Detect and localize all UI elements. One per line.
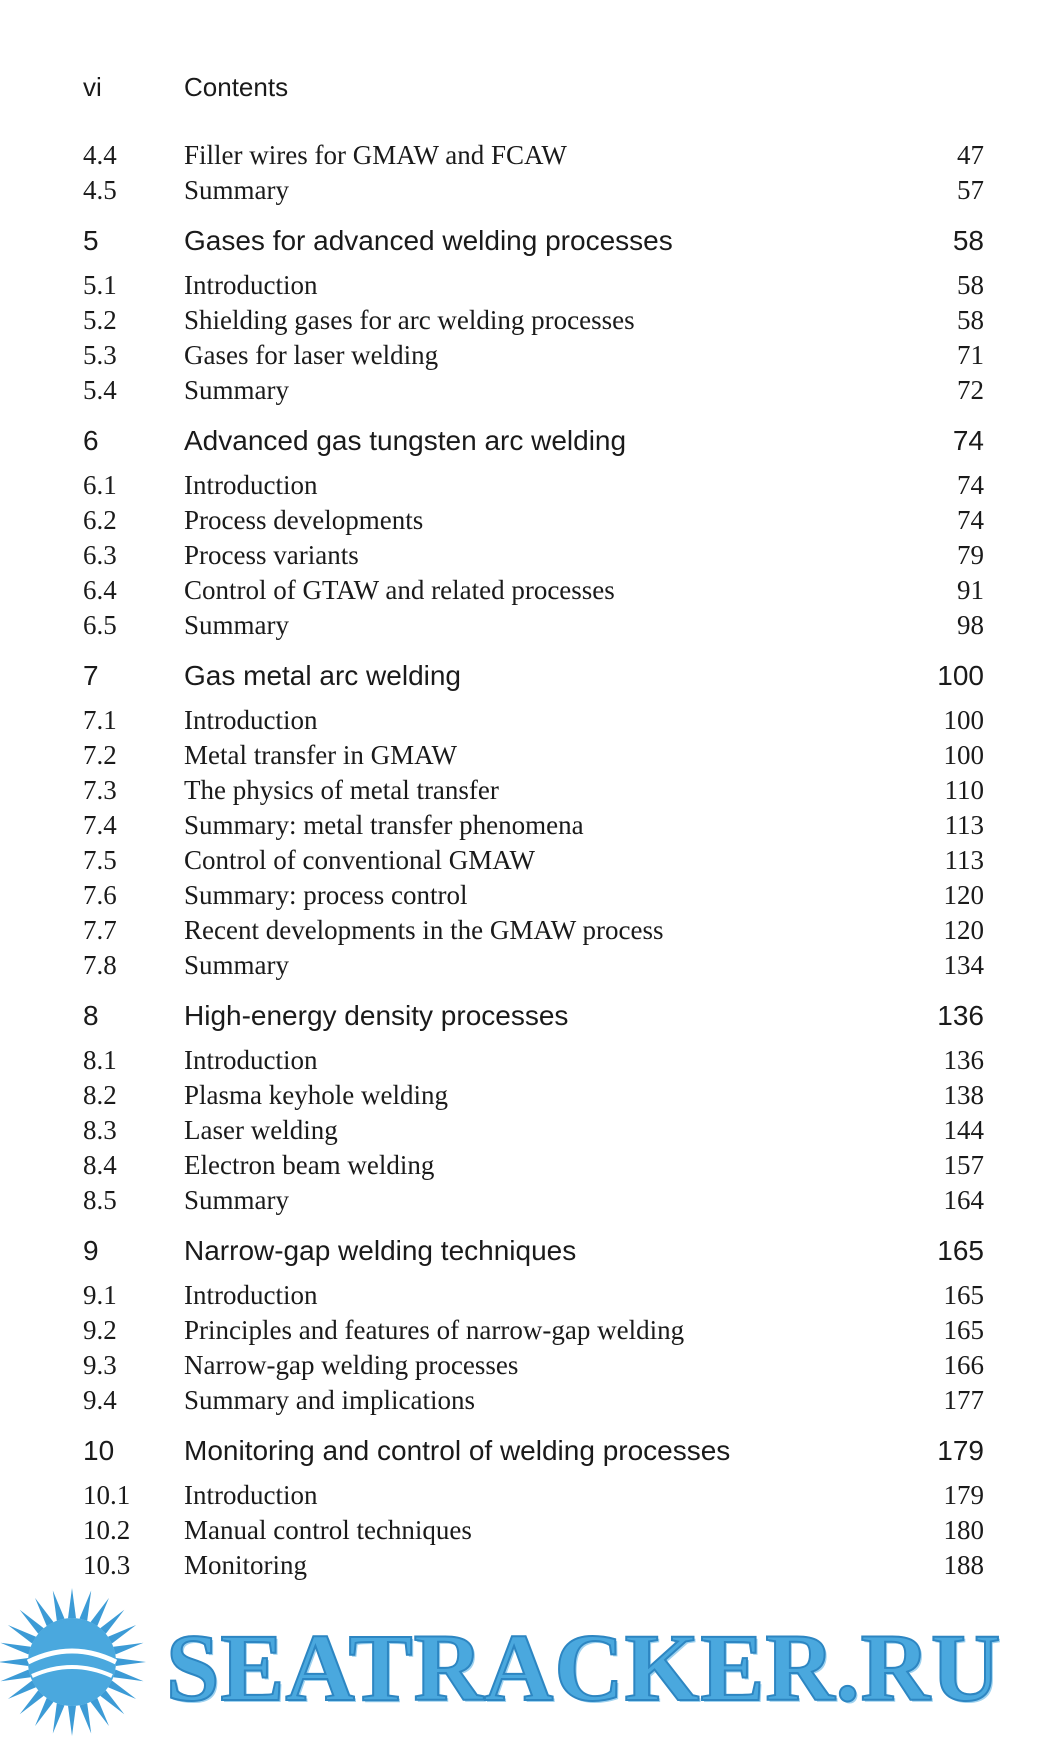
toc-section-row [0, 540, 1063, 575]
toc-entry-title: Introduction [184, 1480, 318, 1510]
toc-section-row [0, 1185, 1063, 1220]
toc-section-row [0, 845, 1063, 880]
toc-entry-title: Gas metal arc welding [184, 660, 462, 691]
toc-entry-page: 165 [943, 1315, 984, 1345]
toc-entry-number: 8.5 [83, 1185, 117, 1215]
toc-entry-title: Summary [184, 950, 289, 980]
toc-entry-title: Summary [184, 1185, 289, 1215]
toc-chapter-row [0, 1435, 1063, 1480]
toc-entry-number: 10.3 [83, 1550, 131, 1580]
toc-entry-title: Process developments [184, 505, 424, 535]
toc-entry-page: 57 [957, 175, 984, 205]
toc-entry-page: 71 [957, 340, 984, 370]
toc-section-row [0, 505, 1063, 540]
toc-entry-page: 179 [937, 1435, 984, 1466]
toc-entry-number: 6.1 [83, 470, 117, 500]
toc-entry-title: Electron beam welding [184, 1150, 435, 1180]
toc-entry-title: Principles and features of narrow-gap welding [184, 1315, 685, 1345]
watermark [0, 1580, 1063, 1741]
toc-entry-page: 188 [943, 1550, 984, 1580]
toc-section-row [0, 375, 1063, 410]
toc-entry-page: 134 [943, 950, 984, 980]
toc-entry-page: 58 [957, 305, 984, 335]
toc-entry-number: 10.2 [83, 1515, 131, 1545]
toc-section-row [0, 610, 1063, 645]
watermark-text: SEATRACKER.RU [166, 1614, 1002, 1721]
toc-section-row [0, 950, 1063, 985]
toc-entry-page: 120 [943, 880, 984, 910]
toc-entry-number: 7.2 [83, 740, 117, 770]
toc-entry-number: 9.3 [83, 1350, 117, 1380]
toc-entry-page: 136 [937, 1000, 984, 1031]
page-title: Contents [184, 72, 289, 102]
toc-entry-page: 165 [937, 1235, 984, 1266]
toc-section-row [0, 775, 1063, 810]
toc-entry-title: Summary [184, 375, 289, 405]
table-of-contents [0, 140, 1063, 1585]
toc-section-row [0, 740, 1063, 775]
toc-section-row [0, 1280, 1063, 1315]
toc-entry-title: Introduction [184, 705, 318, 735]
toc-entry-page: 120 [943, 915, 984, 945]
toc-entry-page: 177 [943, 1385, 984, 1415]
toc-entry-title: Gases for laser welding [184, 340, 439, 370]
toc-entry-number: 5.4 [83, 375, 117, 405]
toc-entry-number: 6.2 [83, 505, 117, 535]
toc-entry-title: Summary [184, 175, 289, 205]
toc-entry-page: 136 [943, 1045, 984, 1075]
toc-entry-page: 100 [943, 740, 984, 770]
sunburst-icon [0, 1580, 160, 1741]
toc-section-row [0, 175, 1063, 210]
toc-section-row [0, 270, 1063, 305]
toc-entry-number: 5.2 [83, 305, 117, 335]
toc-entry-page: 100 [943, 705, 984, 735]
toc-chapter-row [0, 1000, 1063, 1045]
toc-entry-title: Introduction [184, 1280, 318, 1310]
toc-section-row [0, 705, 1063, 740]
toc-entry-title: Laser welding [184, 1115, 338, 1145]
toc-section-row [0, 1385, 1063, 1420]
toc-entry-title: Shielding gases for arc welding processes [184, 305, 635, 335]
toc-entry-title: Metal transfer in GMAW [184, 740, 458, 770]
toc-entry-title: Control of conventional GMAW [184, 845, 536, 875]
toc-entry-page: 138 [943, 1080, 984, 1110]
toc-entry-page: 58 [957, 270, 984, 300]
page-number: vi [83, 72, 102, 102]
toc-entry-number: 6.3 [83, 540, 117, 570]
toc-entry-number: 7.7 [83, 915, 117, 945]
toc-entry-number: 5.3 [83, 340, 117, 370]
toc-section-row [0, 1515, 1063, 1550]
toc-section-row [0, 810, 1063, 845]
toc-entry-page: 113 [944, 810, 984, 840]
toc-entry-number: 9.4 [83, 1385, 117, 1415]
toc-entry-page: 74 [957, 505, 984, 535]
toc-entry-number: 6.5 [83, 610, 117, 640]
toc-section-row [0, 305, 1063, 340]
toc-entry-number: 6 [83, 425, 99, 456]
toc-entry-number: 8 [83, 1000, 99, 1031]
toc-section-row [0, 140, 1063, 175]
toc-chapter-row [0, 425, 1063, 470]
toc-entry-number: 8.1 [83, 1045, 117, 1075]
toc-entry-page: 164 [943, 1185, 984, 1215]
toc-entry-page: 110 [944, 775, 984, 805]
toc-entry-number: 7.8 [83, 950, 117, 980]
toc-entry-number: 10.1 [83, 1480, 131, 1510]
toc-entry-title: Introduction [184, 270, 318, 300]
toc-section-row [0, 575, 1063, 610]
toc-entry-page: 180 [943, 1515, 984, 1545]
toc-entry-number: 10 [83, 1435, 115, 1466]
toc-entry-number: 9.2 [83, 1315, 117, 1345]
toc-entry-number: 8.3 [83, 1115, 117, 1145]
toc-entry-number: 8.2 [83, 1080, 117, 1110]
toc-entry-number: 7.5 [83, 845, 117, 875]
toc-entry-title: Summary and implications [184, 1385, 475, 1415]
toc-section-row [0, 470, 1063, 505]
toc-entry-page: 113 [944, 845, 984, 875]
toc-entry-title: Advanced gas tungsten arc welding [184, 425, 627, 456]
toc-entry-title: Filler wires for GMAW and FCAW [184, 140, 567, 170]
toc-section-row [0, 1115, 1063, 1150]
toc-entry-page: 165 [943, 1280, 984, 1310]
toc-entry-page: 47 [957, 140, 984, 170]
toc-section-row [0, 1480, 1063, 1515]
toc-entry-title: Summary: process control [184, 880, 468, 910]
toc-section-row [0, 1350, 1063, 1385]
toc-chapter-row [0, 1235, 1063, 1280]
toc-entry-title: Monitoring and control of welding processes [184, 1435, 731, 1466]
toc-entry-page: 74 [952, 425, 984, 456]
toc-section-row [0, 340, 1063, 375]
toc-entry-title: High-energy density processes [184, 1000, 569, 1031]
toc-entry-number: 9.1 [83, 1280, 117, 1310]
toc-entry-page: 98 [957, 610, 984, 640]
toc-entry-title: Introduction [184, 470, 318, 500]
toc-entry-number: 7.6 [83, 880, 117, 910]
toc-entry-title: Narrow-gap welding processes [184, 1350, 519, 1380]
toc-entry-title: Monitoring [184, 1550, 308, 1580]
toc-entry-page: 74 [957, 470, 984, 500]
toc-entry-page: 72 [957, 375, 984, 405]
toc-entry-number: 7.3 [83, 775, 117, 805]
toc-section-row [0, 1150, 1063, 1185]
toc-entry-title: Gases for advanced welding processes [184, 225, 673, 256]
toc-entry-number: 7.1 [83, 705, 117, 735]
toc-chapter-row [0, 660, 1063, 705]
toc-entry-title: Manual control techniques [184, 1515, 472, 1545]
toc-entry-title: Summary [184, 610, 289, 640]
toc-section-row [0, 1080, 1063, 1115]
toc-entry-number: 5.1 [83, 270, 117, 300]
toc-entry-page: 91 [957, 575, 984, 605]
toc-entry-title: Control of GTAW and related processes [184, 575, 615, 605]
toc-entry-number: 6.4 [83, 575, 117, 605]
toc-section-row [0, 915, 1063, 950]
toc-entry-page: 166 [943, 1350, 984, 1380]
toc-section-row [0, 1315, 1063, 1350]
toc-section-row [0, 880, 1063, 915]
toc-entry-title: Plasma keyhole welding [184, 1080, 448, 1110]
toc-entry-number: 5 [83, 225, 99, 256]
toc-entry-page: 79 [957, 540, 984, 570]
toc-entry-title: Recent developments in the GMAW process [184, 915, 664, 945]
toc-entry-number: 7.4 [83, 810, 117, 840]
toc-entry-title: Summary: metal transfer phenomena [184, 810, 584, 840]
running-head [0, 72, 1063, 106]
toc-entry-title: Introduction [184, 1045, 318, 1075]
toc-entry-number: 9 [83, 1235, 99, 1266]
toc-entry-number: 7 [83, 660, 99, 691]
toc-chapter-row [0, 225, 1063, 270]
toc-section-row [0, 1045, 1063, 1080]
toc-entry-page: 179 [943, 1480, 984, 1510]
toc-entry-title: Process variants [184, 540, 359, 570]
toc-entry-page: 100 [937, 660, 984, 691]
toc-entry-title: The physics of metal transfer [184, 775, 499, 805]
toc-entry-page: 58 [952, 225, 984, 256]
toc-entry-number: 8.4 [83, 1150, 117, 1180]
toc-entry-number: 4.5 [83, 175, 117, 205]
toc-entry-number: 4.4 [83, 140, 117, 170]
toc-entry-page: 157 [943, 1150, 984, 1180]
toc-entry-title: Narrow-gap welding techniques [184, 1235, 577, 1266]
toc-entry-page: 144 [943, 1115, 984, 1145]
